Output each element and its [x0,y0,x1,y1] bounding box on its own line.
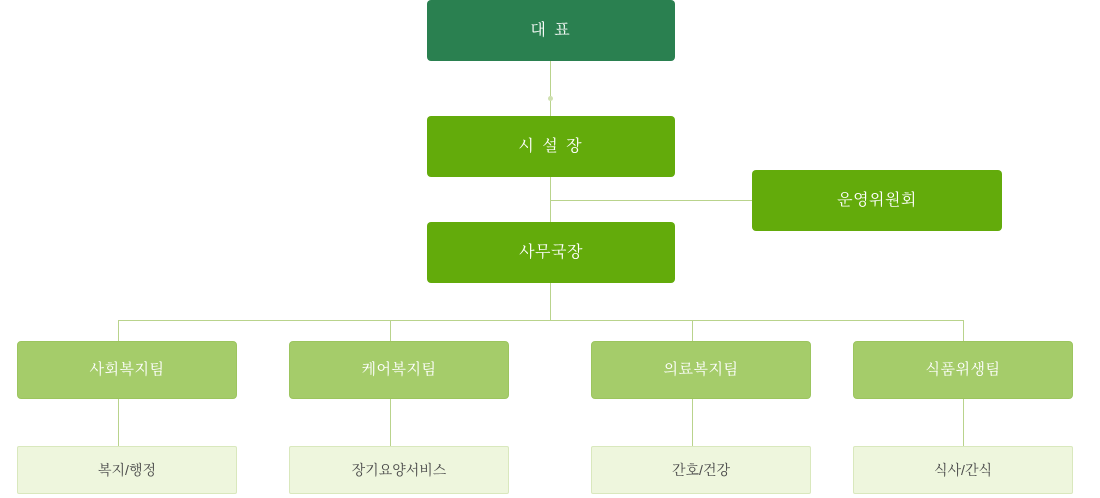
node-team-care-welfare-label: 케어복지팀 [361,361,437,378]
connector-team4-sub4 [963,399,964,446]
node-secretary-label: 사무국장 [519,243,583,261]
node-sub-welfare-admin-label: 복지/행정 [98,461,156,478]
connector-bus-team2 [390,320,391,341]
connector-teams-bus [118,320,964,321]
node-team-food-hygiene[interactable] [853,341,1073,399]
connector-team3-sub3 [692,399,693,446]
node-team-care-welfare[interactable] [289,341,509,399]
connector-secretary-down [550,283,551,320]
node-sub-nursing-health[interactable] [591,446,811,494]
node-sub-welfare-admin[interactable] [17,446,237,494]
node-committee-label: 운영위원회 [837,191,917,209]
node-sub-nursing-health-label: 간호/건강 [672,461,730,478]
node-team-medical-welfare[interactable] [591,341,811,399]
connector-team2-sub2 [390,399,391,446]
node-sub-longterm-care[interactable] [289,446,509,494]
node-sub-meals-snacks[interactable] [853,446,1073,494]
node-sub-meals-snacks-label: 식사/간식 [934,461,992,478]
connector-dot [548,96,553,101]
connector-team1-sub1 [118,399,119,446]
node-team-food-hygiene-label: 식품위생팀 [925,361,1001,378]
node-team-medical-welfare-label: 의료복지팀 [663,361,739,378]
node-ceo-label: 대 표 [530,21,572,39]
node-team-social-welfare-label: 사회복지팀 [89,361,165,378]
node-committee[interactable] [752,170,1002,231]
connector-bus-team1 [118,320,119,341]
node-secretary[interactable] [427,222,675,283]
connector-director-committee [550,200,752,201]
node-director[interactable] [427,116,675,177]
connector-bus-team4 [963,320,964,341]
node-ceo[interactable] [427,0,675,61]
node-director-label: 시 설 장 [518,137,584,155]
connector-ceo-director [550,61,551,116]
connector-bus-team3 [692,320,693,341]
node-team-social-welfare[interactable] [17,341,237,399]
node-sub-longterm-care-label: 장기요양서비스 [351,461,447,478]
